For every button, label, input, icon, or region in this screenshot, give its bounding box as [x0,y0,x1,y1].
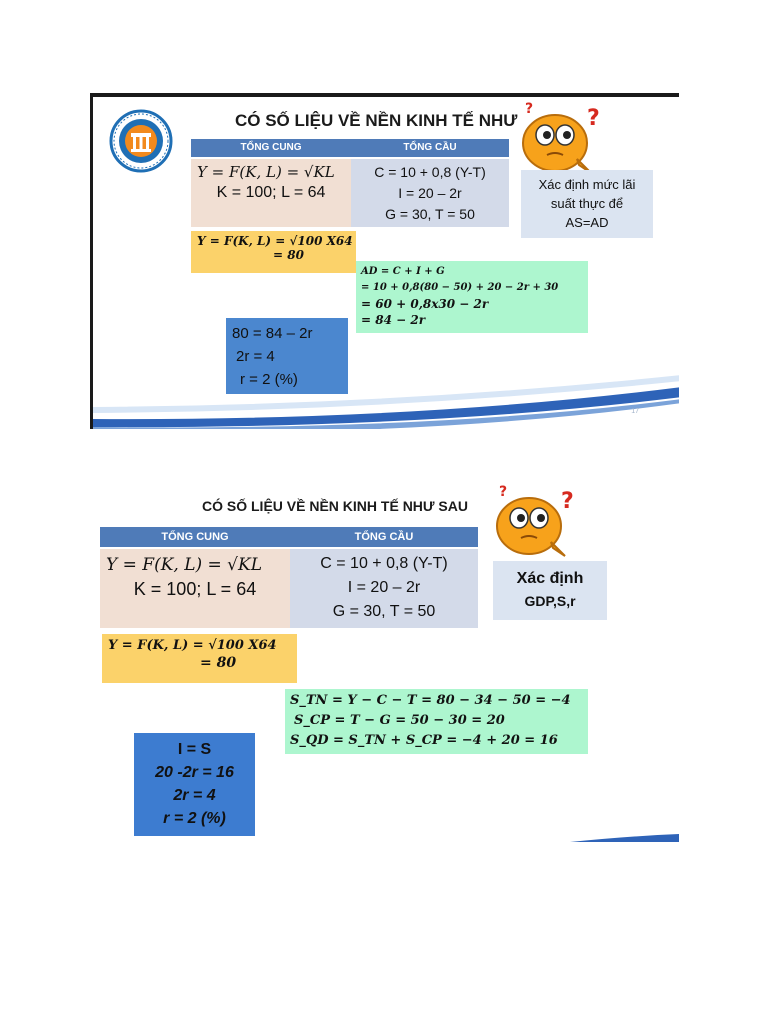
slide-swoosh-decoration [93,367,679,429]
slide-1 [90,93,679,429]
svg-text:?: ? [525,101,534,117]
output-line-2: = 80 [200,655,237,671]
demand-line: G = 30, T = 50 [385,206,475,222]
supply-values: K = 100; L = 64 [216,184,326,201]
task-line: Xác định mức lãi [538,177,636,192]
task-box [521,170,653,238]
demand-line: I = 20 – 2r [347,579,421,596]
ad-line: = 84 − 2r [361,313,426,327]
output-box [102,634,297,683]
solve-line: 2r = 4 [173,787,216,804]
task-line: Xác định [516,570,584,587]
demand-line: I = 20 – 2r [398,185,462,201]
saving-line: S_QD = S_TN + S_CP = −4 + 20 = 16 [290,733,558,748]
output-line-1: Y = F(K, L) = √100 X64 [108,638,277,653]
supply-header: TỔNG CUNG [191,139,351,159]
svg-text:?: ? [499,484,508,500]
supply-formula: Y = F(K, L) = √KL [106,555,263,575]
slide-1-title: CÓ SỐ LIỆU VỀ NỀN KINH TẾ NHƯ [235,111,518,130]
supply-box [191,159,351,227]
svg-text:?: ? [561,489,574,514]
ad-line: = 60 + 0,8x30 − 2r [361,297,489,311]
savings-box [285,689,588,754]
solve-line: 20 -2r = 16 [155,764,234,781]
demand-header: TỔNG CẦU [351,139,509,159]
svg-text:?: ? [587,106,600,131]
demand-box [290,549,478,628]
ad-line: AD = C + I + G [361,266,445,277]
demand-box [351,159,509,227]
slide-swoosh-decoration [90,818,679,842]
supply-box [100,549,290,628]
task-line: GDP,S,r [524,593,576,609]
solve-line: r = 2 (%) [240,371,298,388]
demand-line: C = 10 + 0,8 (Y-T) [320,555,448,572]
demand-header: TỔNG CẦU [290,527,478,549]
task-box [493,561,607,620]
solve-line: 80 = 84 – 2r [232,325,313,342]
saving-line: S_TN = Y − C − T = 80 − 34 − 50 = −4 [290,693,571,708]
thinking-mascot-icon [519,99,605,179]
supply-formula: Y = F(K, L) = √KL [197,163,335,181]
demand-line: C = 10 + 0,8 (Y-T) [374,164,486,180]
supply-values: K = 100; L = 64 [133,579,257,599]
demand-line: G = 30, T = 50 [332,603,436,620]
task-line: AS=AD [565,215,609,230]
output-box [191,231,356,273]
output-line-2: = 80 [273,248,304,262]
aggregate-demand-box [356,261,588,333]
thinking-mascot-icon [486,482,586,562]
task-line: suất thực để [550,196,624,211]
solve-line: r = 2 (%) [163,810,226,827]
saving-line: S_CP = T − G = 50 − 30 = 20 [294,713,505,728]
output-line-1: Y = F(K, L) = √100 X64 [197,234,353,248]
solve-line: 2r = 4 [236,348,275,365]
solve-line: I = S [177,741,212,758]
page-number: 17 [631,408,639,415]
slide-2-title: CÓ SỐ LIỆU VỀ NỀN KINH TẾ NHƯ SAU [202,498,468,514]
supply-header: TỔNG CUNG [100,527,290,549]
ad-line: = 10 + 0,8(80 − 50) + 20 − 2r + 30 [361,282,559,293]
university-logo [109,109,173,173]
slide-2 [90,478,679,842]
